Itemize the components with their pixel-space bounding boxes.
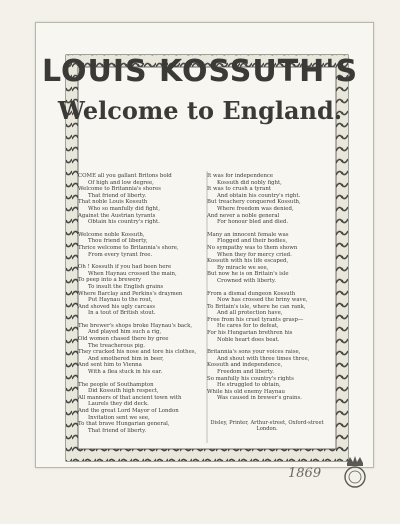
verse-line: Crowned with liberty. xyxy=(217,277,276,284)
verse-line: Welcome to Britannia's shores xyxy=(78,186,161,193)
stanza xyxy=(78,264,198,317)
verse-line: It was to crush a tyrant xyxy=(207,186,272,193)
verse-line: Thrice welcome to Britannia's shore, xyxy=(78,244,179,251)
verse-line: For his Hungarian brethren his xyxy=(207,330,293,337)
verse-line: Who so manfully did fight, xyxy=(88,205,160,212)
verse-line: Of high and low degree, xyxy=(88,179,154,186)
stanza xyxy=(207,232,327,285)
verse-line: To peep into a brewery xyxy=(78,277,142,284)
left-verse-column xyxy=(78,173,198,440)
verse-line: Did Kossuth high respect, xyxy=(88,388,159,395)
verse-line: All manners of that ancient town with xyxy=(78,394,182,401)
verse-line: The people of Southampton xyxy=(78,381,154,388)
verse-line: Noble heart does beat. xyxy=(217,336,280,343)
verse-line: Put Haynau to the rout, xyxy=(88,297,153,304)
verse-line: And never a noble general xyxy=(207,212,280,219)
stanza xyxy=(78,173,198,226)
verse-line: Freedom and liberty. xyxy=(217,369,274,376)
verse-line: From a dismal dungeon Kossuth xyxy=(207,290,296,297)
verse-line: And obtain his country's right. xyxy=(217,192,301,199)
verse-line: Against the Austrian tyrants xyxy=(78,212,156,219)
verse-line: For honour bled and died. xyxy=(217,219,289,226)
verse-line: It was for independence xyxy=(207,173,274,179)
verse-line: The brewer's shops broke Haynau's back, xyxy=(78,322,193,329)
verse-line: Kossuth and independence, xyxy=(207,362,283,369)
verse-line: Where Barclay and Perkins's draymen xyxy=(78,290,183,297)
verse-line: To that brave Hungarian general, xyxy=(78,421,170,428)
verse-line: Kossuth with his life escaped, xyxy=(207,258,289,265)
verse-line: To Britain's isle, where he can rank, xyxy=(207,303,306,310)
title-name: LOUIS KOSSUTH'S xyxy=(41,54,359,89)
stanza xyxy=(207,291,327,344)
verse-line: That noble Louis Kossuth xyxy=(78,199,148,206)
verse-line: Free from his cruel tyrants grasp— xyxy=(207,316,304,323)
verse-line: While his old enemy Haynau xyxy=(207,388,286,395)
stanza xyxy=(78,382,198,435)
library-crown-stamp-icon xyxy=(342,453,368,489)
stanza xyxy=(78,232,198,258)
verse-line: When they for mercy cried. xyxy=(217,251,292,258)
verse-line: Welcome noble Kossuth, xyxy=(78,231,145,238)
verse-line: He cares for to defeat, xyxy=(217,323,279,330)
verse-line: Was caused in brewer's grains. xyxy=(217,395,302,402)
stanza xyxy=(207,349,327,402)
verse-line: And the great Lord Mayor of London xyxy=(78,408,179,414)
printer-imprint: Disley, Printer, Arthur-street, Oxford-street London. xyxy=(210,420,324,433)
verse-line: And sent him to Vienna xyxy=(78,362,142,369)
title-subtitle: Welcome to England. xyxy=(57,96,343,125)
verse-line: But now he is on Britain's isle xyxy=(207,271,289,278)
verse-line: By miracle we see, xyxy=(217,264,269,271)
verse-line: COME all you gallant Britons bold xyxy=(78,173,172,179)
verse-line: And all protection have, xyxy=(217,310,283,317)
verse-line: With a flea stuck in his ear. xyxy=(88,369,163,376)
verse-line: Where freedom was denied, xyxy=(217,205,294,212)
verse-line: And smothered him in beer, xyxy=(88,355,164,362)
stanza xyxy=(78,323,198,376)
verse-line: That friend of liberty. xyxy=(88,192,147,199)
verse-line: Many an innocent female was xyxy=(207,231,289,238)
right-verse-column xyxy=(207,173,327,408)
verse-line: In a tout of British stout. xyxy=(88,310,156,317)
verse-line: From every tyrant free. xyxy=(88,251,153,258)
verse-line: So manfully his country's rights xyxy=(207,375,294,382)
verse-line: And shout with three times three, xyxy=(217,355,310,362)
handwritten-year: 1869 xyxy=(288,466,322,481)
verse-line: Obtain his country's right. xyxy=(88,219,160,226)
verse-line: That friend of liberty. xyxy=(88,427,147,434)
verse-line: The treacherous pig. xyxy=(88,342,145,349)
verse-line: But treachery conquered Kossuth, xyxy=(207,199,301,206)
verse-line: Britannia's sons your voices raise, xyxy=(207,349,301,356)
verse-line: When Haynau crossed the main, xyxy=(88,270,177,277)
verse-line: Flogged and their bodies, xyxy=(217,238,288,245)
stanza xyxy=(207,173,327,226)
verse-line: Laurels they did deck. xyxy=(88,401,149,408)
verse-line: Oh ! Kossuth if you had been here xyxy=(78,264,172,271)
verse-line: Thou friend of liberty, xyxy=(88,238,148,245)
verse-line: To insult the English grains xyxy=(88,283,164,290)
verse-line: Old women chased there by gree xyxy=(78,336,169,343)
verse-line: Kossuth did nobly fight, xyxy=(217,179,282,186)
verse-line: And played him such a rig, xyxy=(88,329,162,336)
verse-line: He struggled to obtain, xyxy=(217,382,281,389)
verse-line: And shoved his ugly carcass xyxy=(78,303,156,310)
verse-line: Now has crossed the briny wave, xyxy=(217,297,308,304)
verse-line: No sympathy was to them shown xyxy=(207,244,298,251)
verse-line: Invitation sent we see, xyxy=(88,414,150,421)
verse-line: They cracked his nose and tore his clothes, xyxy=(78,349,197,356)
